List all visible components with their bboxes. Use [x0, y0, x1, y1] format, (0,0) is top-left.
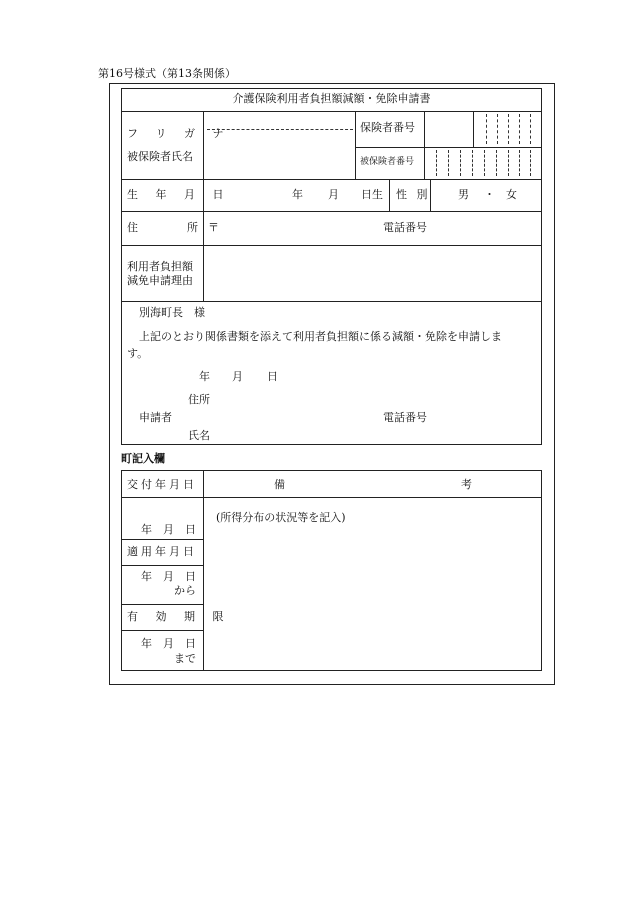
applicant-address-label: 住所 [188, 393, 210, 406]
issue-date-value: 年 月 日 [141, 523, 196, 536]
statement-line-1: 上記のとおり関係書類を添えて利用者負担額に係る減額・免除を申請しま [139, 330, 502, 343]
furigana-label: フ リ ガ ナ [127, 127, 231, 140]
reason-label-1: 利用者負担額 [127, 260, 193, 273]
insured-name-input[interactable] [207, 145, 353, 175]
birth-date-label: 生 年 月 日 [127, 188, 231, 201]
birth-month: 月 [328, 188, 339, 201]
gender-label: 性 別 [396, 188, 431, 201]
postal-mark: 〒 [208, 221, 219, 234]
remarks-input[interactable] [206, 528, 540, 668]
until-label: まで [174, 652, 196, 665]
gender-female-option[interactable]: 女 [506, 188, 517, 201]
application-year: 年 [199, 370, 210, 383]
phone-input[interactable] [436, 214, 540, 242]
applicant-phone-input[interactable] [436, 408, 536, 424]
gender-male-option[interactable]: 男 [458, 188, 469, 201]
from-label: から [174, 584, 196, 597]
office-section-title: 町記入欄 [121, 452, 165, 465]
valid-date-value: 年 月 日 [141, 637, 196, 650]
address-label-1: 住 [127, 221, 138, 234]
applicant-label: 申請者 [139, 411, 172, 424]
application-month: 月 [232, 370, 243, 383]
gender-separator: ・ [484, 188, 495, 201]
insurer-number-label: 保険者番号 [360, 121, 415, 134]
applicant-name-label: 氏名 [188, 429, 210, 442]
remarks-label-2: 考 [461, 478, 472, 491]
apply-date-value: 年 月 日 [141, 570, 196, 583]
statement-line-2: す。 [127, 347, 149, 360]
applicant-address-input[interactable] [215, 390, 535, 406]
birth-day: 日生 [361, 188, 383, 201]
remarks-label-1: 備 [274, 478, 285, 491]
address-input[interactable] [220, 214, 380, 242]
reason-input[interactable] [206, 248, 540, 298]
applicant-name-input[interactable] [215, 426, 375, 442]
phone-label: 電話番号 [383, 221, 427, 234]
insured-number-field[interactable] [424, 147, 542, 179]
remarks-note: (所得分布の状況等を記入) [216, 511, 346, 524]
insured-name-label: 被保険者氏名 [127, 150, 193, 163]
form-title: 介護保険利用者負担額減額・免除申請書 [232, 92, 431, 105]
apply-date-label: 適用年月日 [127, 545, 197, 558]
issue-date-label: 交付年月日 [127, 478, 197, 491]
reason-label-2: 減免申請理由 [127, 274, 193, 287]
application-day: 日 [267, 370, 278, 383]
birth-year: 年 [292, 188, 303, 201]
applicant-phone-label: 電話番号 [383, 411, 427, 424]
valid-until-label: 有 効 期 限 [127, 610, 231, 623]
addressee: 別海町長 様 [139, 306, 205, 319]
address-label-2: 所 [187, 221, 198, 234]
form-number: 第16号様式（第13条関係） [98, 67, 236, 80]
insured-number-label: 被保険者番号 [360, 157, 415, 167]
